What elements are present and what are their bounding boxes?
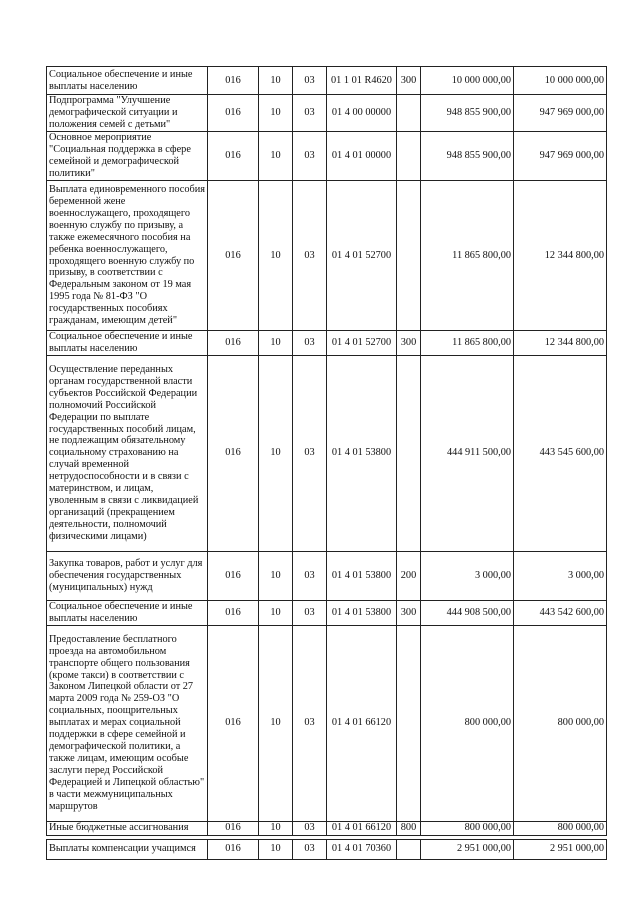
row-target-article: 01 4 01 66120 bbox=[327, 625, 397, 821]
row-expense-type bbox=[397, 839, 421, 859]
table-row bbox=[47, 821, 607, 835]
row-subsection-code: 03 bbox=[293, 551, 327, 600]
row-section-code: 10 bbox=[259, 355, 293, 551]
row-expense-type: 300 bbox=[397, 331, 421, 356]
row-target-article: 01 4 01 00000 bbox=[327, 132, 397, 181]
row-amount-year-2: 800 000,00 bbox=[514, 821, 607, 835]
row-ministry-code: 016 bbox=[208, 821, 259, 835]
row-amount-year-2: 10 000 000,00 bbox=[514, 67, 607, 95]
row-expense-type: 300 bbox=[397, 67, 421, 95]
table-row bbox=[47, 95, 607, 132]
row-subsection-code: 03 bbox=[293, 132, 327, 181]
row-section-code: 10 bbox=[259, 181, 293, 331]
row-ministry-code: 016 bbox=[208, 181, 259, 331]
row-ministry-code: 016 bbox=[208, 331, 259, 356]
row-expense-type bbox=[397, 181, 421, 331]
row-subsection-code: 03 bbox=[293, 67, 327, 95]
row-ministry-code: 016 bbox=[208, 625, 259, 821]
table-row bbox=[47, 625, 607, 821]
row-section-code: 10 bbox=[259, 839, 293, 859]
row-name-cell: Иные бюджетные ассигнования bbox=[47, 821, 208, 835]
row-expense-type: 800 bbox=[397, 821, 421, 835]
row-target-article: 01 4 01 70360 bbox=[327, 839, 397, 859]
row-name-cell: Выплата единовременного пособия беременной жене военнослужащего, проходящего военную службу по призыву, а также ежемесячного пособия на ребенка военнослужащего, проходящего военную службу по призыву, в соответствии с Федеральным законом от 19 мая 1995 года № 81-ФЗ "О государственных пособиях гражданам, имеющим детей" bbox=[47, 181, 208, 331]
row-target-article: 01 4 01 53800 bbox=[327, 600, 397, 625]
row-amount-year-2: 12 344 800,00 bbox=[514, 181, 607, 331]
row-target-article: 01 4 01 53800 bbox=[327, 355, 397, 551]
row-target-article: 01 4 01 53800 bbox=[327, 551, 397, 600]
row-amount-year-1: 444 911 500,00 bbox=[421, 355, 514, 551]
row-amount-year-2: 2 951 000,00 bbox=[514, 839, 607, 859]
row-section-code: 10 bbox=[259, 95, 293, 132]
table-row bbox=[47, 132, 607, 181]
row-section-code: 10 bbox=[259, 821, 293, 835]
row-amount-year-1: 800 000,00 bbox=[421, 821, 514, 835]
row-name-cell: Социальное обеспечение и иные выплаты населению bbox=[47, 331, 208, 356]
row-amount-year-1: 800 000,00 bbox=[421, 625, 514, 821]
row-expense-type bbox=[397, 625, 421, 821]
row-amount-year-1: 10 000 000,00 bbox=[421, 67, 514, 95]
row-section-code: 10 bbox=[259, 67, 293, 95]
row-expense-type bbox=[397, 355, 421, 551]
table-row bbox=[47, 600, 607, 625]
row-amount-year-1: 444 908 500,00 bbox=[421, 600, 514, 625]
row-amount-year-2: 443 545 600,00 bbox=[514, 355, 607, 551]
row-ministry-code: 016 bbox=[208, 600, 259, 625]
row-ministry-code: 016 bbox=[208, 132, 259, 181]
row-amount-year-2: 947 969 000,00 bbox=[514, 95, 607, 132]
row-name-cell: Осуществление переданных органам государственной власти субъектов Российской Федерации полномочий Российской Федерации по выплате государственных пособий лицам, не подлежащим обязательному социальному страхованию на случай временной нетрудоспособности и в связи с материнством, и лицам, уволенным в связи с ликвидацией организаций (прекращением деятельности, полномочий физическими лицами) bbox=[47, 355, 208, 551]
table-row bbox=[47, 839, 607, 859]
row-name-cell: Основное мероприятие "Социальная поддержка в сфере семейной и демографической политики" bbox=[47, 132, 208, 181]
table-row bbox=[47, 67, 607, 95]
budget-table bbox=[46, 66, 607, 860]
row-name-cell: Предоставление бесплатного проезда на автомобильном транспорте общего пользования (кроме такси) в соответствии с Законом Липецкой области от 27 марта 2009 года № 259-ОЗ "О социальных, поощрительных выплатах и мерах социальной поддержки в сфере семейной и демографической политики, а также лицам, имеющим особые заслуги перед Российской Федерацией и Липецкой областью" в части межмуниципальных маршрутов bbox=[47, 625, 208, 821]
table-row bbox=[47, 331, 607, 356]
row-amount-year-1: 3 000,00 bbox=[421, 551, 514, 600]
row-subsection-code: 03 bbox=[293, 821, 327, 835]
row-amount-year-2: 12 344 800,00 bbox=[514, 331, 607, 356]
row-amount-year-2: 800 000,00 bbox=[514, 625, 607, 821]
row-target-article: 01 4 00 00000 bbox=[327, 95, 397, 132]
row-expense-type bbox=[397, 132, 421, 181]
row-subsection-code: 03 bbox=[293, 355, 327, 551]
row-expense-type: 200 bbox=[397, 551, 421, 600]
row-name-cell: Социальное обеспечение и иные выплаты населению bbox=[47, 600, 208, 625]
row-subsection-code: 03 bbox=[293, 625, 327, 821]
row-section-code: 10 bbox=[259, 132, 293, 181]
row-target-article: 01 1 01 R4620 bbox=[327, 67, 397, 95]
row-subsection-code: 03 bbox=[293, 600, 327, 625]
row-subsection-code: 03 bbox=[293, 181, 327, 331]
row-section-code: 10 bbox=[259, 331, 293, 356]
row-amount-year-2: 443 542 600,00 bbox=[514, 600, 607, 625]
row-name-cell: Выплаты компенсации учащимся bbox=[47, 839, 208, 859]
budget-table-body bbox=[47, 67, 607, 860]
table-row bbox=[47, 181, 607, 331]
table-row bbox=[47, 355, 607, 551]
row-ministry-code: 016 bbox=[208, 551, 259, 600]
row-ministry-code: 016 bbox=[208, 839, 259, 859]
row-amount-year-1: 948 855 900,00 bbox=[421, 95, 514, 132]
row-ministry-code: 016 bbox=[208, 355, 259, 551]
row-subsection-code: 03 bbox=[293, 95, 327, 132]
table-row bbox=[47, 551, 607, 600]
row-ministry-code: 016 bbox=[208, 95, 259, 132]
row-section-code: 10 bbox=[259, 600, 293, 625]
row-amount-year-1: 2 951 000,00 bbox=[421, 839, 514, 859]
row-name-cell: Закупка товаров, работ и услуг для обеспечения государственных (муниципальных) нужд bbox=[47, 551, 208, 600]
row-expense-type bbox=[397, 95, 421, 132]
row-amount-year-2: 947 969 000,00 bbox=[514, 132, 607, 181]
row-subsection-code: 03 bbox=[293, 839, 327, 859]
row-name-cell: Подпрограмма "Улучшение демографической ситуации и положения семей с детьми" bbox=[47, 95, 208, 132]
row-section-code: 10 bbox=[259, 551, 293, 600]
row-expense-type: 300 bbox=[397, 600, 421, 625]
row-ministry-code: 016 bbox=[208, 67, 259, 95]
row-amount-year-1: 11 865 800,00 bbox=[421, 331, 514, 356]
row-amount-year-1: 948 855 900,00 bbox=[421, 132, 514, 181]
row-subsection-code: 03 bbox=[293, 331, 327, 356]
row-amount-year-1: 11 865 800,00 bbox=[421, 181, 514, 331]
row-target-article: 01 4 01 52700 bbox=[327, 181, 397, 331]
row-section-code: 10 bbox=[259, 625, 293, 821]
row-target-article: 01 4 01 52700 bbox=[327, 331, 397, 356]
row-amount-year-2: 3 000,00 bbox=[514, 551, 607, 600]
row-target-article: 01 4 01 66120 bbox=[327, 821, 397, 835]
row-name-cell: Социальное обеспечение и иные выплаты населению bbox=[47, 67, 208, 95]
